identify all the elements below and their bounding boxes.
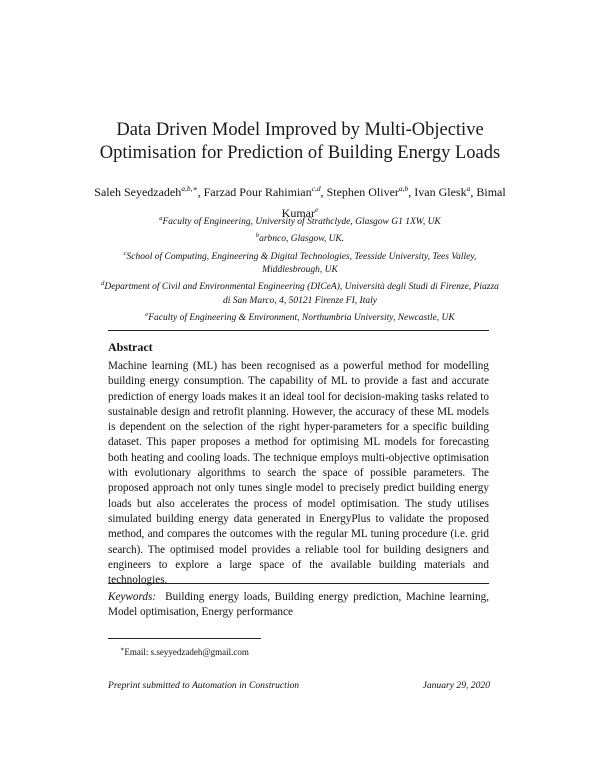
keywords-label: Keywords: xyxy=(108,591,157,603)
author-name: Farzad Pour Rahimian xyxy=(203,185,312,199)
affiliation xyxy=(100,277,500,308)
preprint-date: January 29, 2020 xyxy=(422,680,490,691)
author-affiliation-marks: e xyxy=(314,205,319,214)
title-line-1: Data Driven Model Improved by Multi-Objective xyxy=(116,120,484,140)
author-affiliation-marks: a,b,∗ xyxy=(181,184,198,193)
affiliation xyxy=(100,212,500,229)
author-affiliation-marks: a,b xyxy=(398,184,409,193)
affiliation-list xyxy=(100,212,500,325)
author-name: Saleh Seyedzadeh xyxy=(94,185,182,199)
affiliation-text: arbnco, Glasgow, UK. xyxy=(259,234,345,245)
author-list: Saleh Seyedzadeh$^{a,b,∗}$, Farzad Pour Rahimian$^{c,d}$, Stephen Oliver$^{a,b}$, Ivan Glesk$^a$, Bimal Kumar$^e$ xyxy=(94,184,506,220)
affiliation xyxy=(100,229,500,246)
affiliation-text: Faculty of Engineering & Environment, Northumbria University, Newcastle, UK xyxy=(148,313,455,323)
footnote-rule xyxy=(108,638,261,639)
author-name: Stephen Oliver xyxy=(326,185,399,199)
author-name: Bimal Kumar xyxy=(281,185,506,220)
footnote-email: Email: s.seyyedzadeh@gmail.com xyxy=(124,647,249,657)
footnote xyxy=(120,644,249,658)
title-line-2: Optimisation for Prediction of Building Energy Loads xyxy=(99,143,501,163)
paper-title xyxy=(60,119,540,165)
author-affiliation-marks: a xyxy=(466,184,471,193)
preprint-note: Preprint submitted to Automation in Construction xyxy=(108,680,300,691)
affiliation-mark: b xyxy=(255,232,260,240)
affiliation-mark: d xyxy=(101,280,105,288)
affiliation-mark: e xyxy=(145,310,149,318)
abstract-body: Machine learning (ML) has been recognised as a powerful method for modelling building energy consumption. The capability of ML to provide a fast and accurate prediction of energy loads makes it an ideal tool for decision-making tasks related to sustainable design and retrofit planning. However, the accuracy of these ML models is dependent on the selection of the right hyper-parameters for a specific building dataset. This paper proposes a method for optimising ML models for forecasting both heating and cooling loads. The technique employs multi-objective optimisation with evolutionary algorithms to search the space of possible parameters. The proposed approach not only tunes single model to precisely predict building energy loads but also accelerates the process of model optimisation. The study utilises simulated building energy data generated in EnergyPlus to validate the proposed method, and compares the outcomes with the regular ML tuning procedure (i.e. grid search). The optimised model provides a reliable tool for building designers and engineers to explore a large space of the available building materials and technologies. xyxy=(108,360,489,587)
author-name: Ivan Glesk xyxy=(414,185,467,199)
abstract-bottom-rule xyxy=(108,583,489,584)
affiliation-text: Faculty of Engineering, University of Strathclyde, Glasgow G1 1XW, UK xyxy=(162,217,441,228)
abstract-top-rule xyxy=(108,330,489,331)
affiliation xyxy=(100,247,500,278)
footnote-mark: ∗ xyxy=(120,646,125,653)
author-affiliation-marks: c,d xyxy=(311,184,321,193)
abstract-heading: Abstract xyxy=(108,340,153,354)
affiliation xyxy=(100,308,500,325)
affiliation-text: School of Computing, Engineering & Digital Technologies, Teesside University, Tees Valley, Middlesbrough, UK xyxy=(126,251,477,276)
affiliation-text: Department of Civil and Environmental Engineering (DICeA), Università degli Studi di Firenze, Piazza di San Marco, 4, 50121 Firenze FI, Italy xyxy=(104,282,499,306)
affiliation-mark: a xyxy=(159,215,163,222)
affiliation-mark: c xyxy=(123,249,127,257)
keywords xyxy=(108,590,489,621)
keywords-text: Building energy loads, Building energy prediction, Machine learning, Model optimisation, Energy performance xyxy=(108,591,489,619)
